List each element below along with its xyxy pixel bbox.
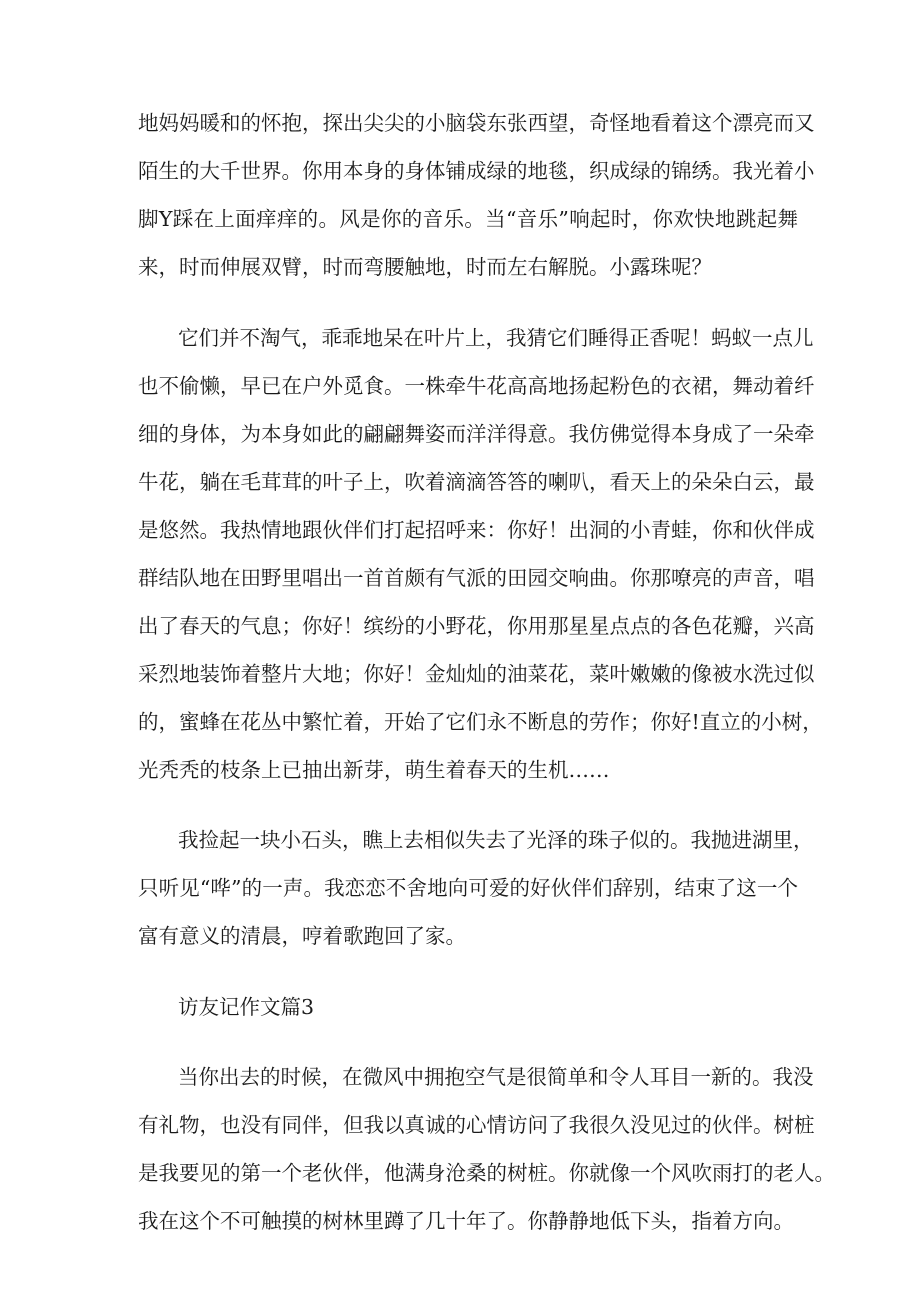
paragraph-2-line-10: 光秃秃的枝条上已抽出新芽，萌生着春天的生机…… <box>138 758 610 782</box>
paragraph-4-line-3: 是我要见的第一个老伙伴，他满身沧桑的树桩。你就像一个风吹雨打的老人。 <box>138 1161 835 1185</box>
paragraph-3-line-3: 富有意义的清晨，哼着歌跑回了家。 <box>138 924 466 948</box>
paragraph-4-line-2: 有礼物，也没有同伴，但我以真诚的心情访问了我很久没见过的伙伴。树桩 <box>138 1113 815 1137</box>
paragraph-4-line-1: 当你出去的时候，在微风中拥抱空气是很简单和令人耳目一新的。我没 <box>178 1065 814 1089</box>
paragraph-2-line-4: 牛花，躺在毛茸茸的叶子上，吹着滴滴答答的喇叭，看天上的朵朵白云，最 <box>138 470 815 494</box>
section-heading: 访友记作文篇3 <box>178 995 315 1019</box>
paragraph-1-line-4: 来，时而伸展双臂，时而弯腰触地，时而左右解脱。小露珠呢？ <box>138 255 712 279</box>
paragraph-1-line-3: 脚Y踩在上面痒痒的。风是你的音乐。当“音乐”响起时，你欢快地跳起舞 <box>138 207 798 231</box>
paragraph-1-line-2: 陌生的大千世界。你用本身的身体铺成绿的地毯，织成绿的锦绣。我光着小 <box>138 159 815 183</box>
paragraph-2-line-7: 出了春天的气息；你好！缤纷的小野花，你用那星星点点的各色花瓣，兴高 <box>138 614 815 638</box>
paragraph-2-line-6: 群结队地在田野里唱出一首首颇有气派的田园交响曲。你那嘹亮的声音，唱 <box>138 566 815 590</box>
paragraph-2-line-5: 是悠然。我热情地跟伙伴们打起招呼来：你好！出洞的小青蛙，你和伙伴成 <box>138 518 815 542</box>
paragraph-2-line-8: 采烈地装饰着整片大地；你好！金灿灿的油菜花，菜叶嫩嫩的像被水洗过似 <box>138 662 815 686</box>
paragraph-2-line-3: 细的身体，为本身如此的翩翩舞姿而洋洋得意。我仿佛觉得本身成了一朵牵 <box>138 422 815 446</box>
paragraph-3-line-1: 我捡起一块小石头，瞧上去相似失去了光泽的珠子似的。我抛进湖里， <box>178 828 814 852</box>
paragraph-4-line-4: 我在这个不可触摸的树林里蹲了几十年了。你静静地低下头，指着方向。 <box>138 1209 794 1233</box>
paragraph-3-line-2: 只听见“哗”的一声。我恋恋不舍地向可爱的好伙伴们辞别，结束了这一个 <box>138 876 798 900</box>
paragraph-2-line-9: 的，蜜蜂在花丛中繁忙着，开始了它们永不断息的劳作；你好!直立的小树， <box>138 710 823 734</box>
paragraph-2-line-2: 也不偷懒，早已在户外觅食。一株牵牛花高高地扬起粉色的衣裙，舞动着纤 <box>138 374 815 398</box>
paragraph-2-line-1: 它们并不淘气，乖乖地呆在叶片上，我猜它们睡得正香呢！蚂蚁一点儿 <box>178 326 814 350</box>
paragraph-1-line-1: 地妈妈暖和的怀抱，探出尖尖的小脑袋东张西望，奇怪地看着这个漂亮而又 <box>138 111 815 135</box>
